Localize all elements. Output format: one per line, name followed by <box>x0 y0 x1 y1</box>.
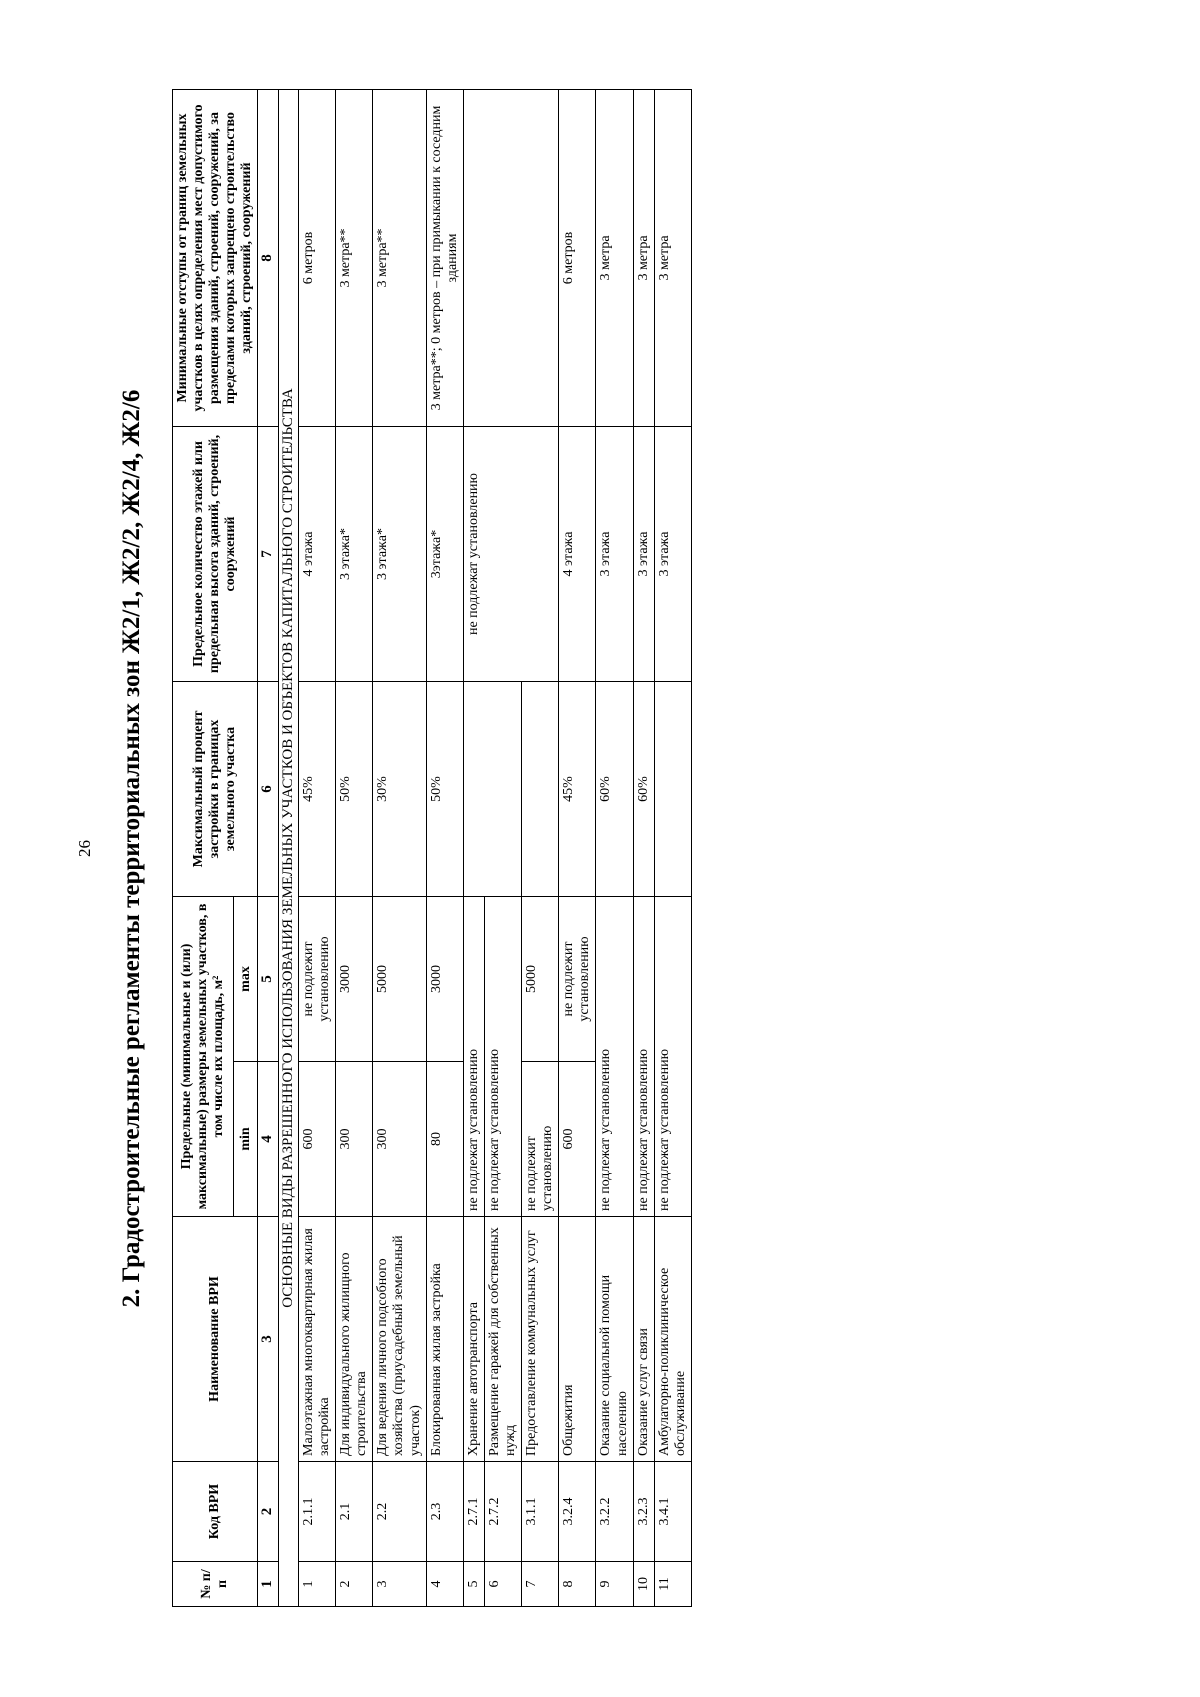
row-name: Малоэтажная многоквартирная жилая застройка <box>298 1217 335 1462</box>
row-percent-empty <box>463 682 521 897</box>
row-percent: 30% <box>373 682 426 897</box>
table-row <box>336 90 373 1607</box>
row-num: 1 <box>298 1562 335 1607</box>
row-code: 3.4.1 <box>654 1462 691 1562</box>
row-code: 2.2 <box>373 1462 426 1562</box>
table-row <box>596 90 633 1607</box>
row-num: 8 <box>559 1562 596 1607</box>
row-code: 3.1.1 <box>522 1462 559 1562</box>
row-max: не подлежит установлению <box>559 897 596 1062</box>
row-percent: 50% <box>336 682 373 897</box>
table-row <box>373 90 426 1607</box>
row-percent-empty <box>522 682 559 897</box>
row-name: Общежития <box>559 1217 596 1462</box>
column-number: 8 <box>258 90 278 427</box>
row-name: Хранение автотранспорта <box>463 1217 484 1462</box>
row-min: не подлежит установлению <box>522 1062 559 1217</box>
row-setback: 3 метра <box>654 90 691 427</box>
row-size-not-set: не подлежат установлению <box>463 897 484 1217</box>
row-percent: 60% <box>633 682 654 897</box>
header-floors: Предельное количество этажей или предельная высота зданий, строений, сооружений <box>173 427 258 682</box>
column-number: 4 <box>258 1062 278 1217</box>
row-num: 2 <box>336 1562 373 1607</box>
table-row <box>559 90 596 1607</box>
table-row <box>633 90 654 1607</box>
row-name: Блокированная жилая застройка <box>426 1217 463 1462</box>
floors-not-set: не подлежат установлению <box>463 427 558 682</box>
row-min: 300 <box>336 1062 373 1217</box>
table-row <box>654 90 691 1607</box>
row-code: 2.1 <box>336 1462 373 1562</box>
header-percent: Максимальный процент застройки в границах земельного участка <box>173 682 258 897</box>
row-num: 5 <box>463 1562 484 1607</box>
row-floors: 4 этажа <box>559 427 596 682</box>
header-setback: Минимальные отступы от границ земельных участков в целях определения мест допустимого размещения зданий, строений, сооружений, за пределами которых запрещено строительство зданий, строений, сооружений <box>173 90 258 427</box>
row-code: 2.3 <box>426 1462 463 1562</box>
column-number: 2 <box>258 1462 278 1562</box>
row-setback: 3 метра**; 0 метров – при примыкании к соседним зданиям <box>426 90 463 427</box>
row-floors: 4 этажа <box>298 427 335 682</box>
row-setback: 3 метра** <box>373 90 426 427</box>
row-name: Размещение гаражей для собственных нужд <box>484 1217 521 1462</box>
row-percent: 45% <box>298 682 335 897</box>
row-code: 3.2.4 <box>559 1462 596 1562</box>
row-code: 2.7.2 <box>484 1462 521 1562</box>
column-number: 3 <box>258 1217 278 1462</box>
row-min: 600 <box>559 1062 596 1217</box>
row-name: Амбулаторно-поликлиническое обслуживание <box>654 1217 691 1462</box>
row-size-not-set: не подлежат установлению <box>596 897 633 1217</box>
row-code: 3.2.2 <box>596 1462 633 1562</box>
page-title: 2. Градостроительные регламенты территориальных зон Ж2/1, Ж2/2, Ж2/4, Ж2/6 <box>118 389 145 1308</box>
row-percent: 60% <box>596 682 633 897</box>
table-row <box>298 90 335 1607</box>
row-size-not-set: не подлежат установлению <box>654 897 691 1217</box>
row-num: 6 <box>484 1562 521 1607</box>
row-floors: 3 этажа <box>633 427 654 682</box>
row-setback-empty <box>463 90 558 427</box>
column-number: 7 <box>258 427 278 682</box>
row-name: Оказание услуг связи <box>633 1217 654 1462</box>
row-min: 600 <box>298 1062 335 1217</box>
row-size-not-set: не подлежат установлению <box>484 897 521 1217</box>
section-row <box>278 90 298 1607</box>
row-code: 2.1.1 <box>298 1462 335 1562</box>
row-max: 3000 <box>426 897 463 1062</box>
table-row <box>426 90 463 1607</box>
column-number: 6 <box>258 682 278 897</box>
header-num: № п/п <box>173 1562 258 1607</box>
row-setback: 3 метра** <box>336 90 373 427</box>
header-code: Код ВРИ <box>173 1462 258 1562</box>
row-floors: 3 этажа <box>654 427 691 682</box>
row-name: Для индивидуального жилищного строительства <box>336 1217 373 1462</box>
table-header-row <box>173 90 234 1607</box>
header-size-group: Предельные (минимальные и (или) максимальные) размеры земельных участков, в том числе их площадь, м² <box>173 897 234 1217</box>
row-setback: 6 метров <box>559 90 596 427</box>
column-number-row <box>258 90 278 1607</box>
row-num: 4 <box>426 1562 463 1607</box>
row-name: Оказание социальной помощи населению <box>596 1217 633 1462</box>
row-setback: 3 метра <box>633 90 654 427</box>
row-setback: 6 метров <box>298 90 335 427</box>
row-size-not-set: не подлежат установлению <box>633 897 654 1217</box>
row-floors: 3этажа* <box>426 427 463 682</box>
section-title: ОСНОВНЫЕ ВИДЫ РАЗРЕШЕННОГО ИСПОЛЬЗОВАНИЯ ЗЕМЕЛЬНЫХ УЧАСТКОВ И ОБЪЕКТОВ КАПИТАЛЬНОГО СТРОИТЕЛЬСТВА <box>278 90 298 1607</box>
row-num: 11 <box>654 1562 691 1607</box>
row-percent-empty <box>654 682 691 897</box>
column-number: 5 <box>258 897 278 1062</box>
row-num: 10 <box>633 1562 654 1607</box>
page-number: 26 <box>75 840 94 857</box>
regulations-table <box>172 89 692 1607</box>
row-code: 3.2.3 <box>633 1462 654 1562</box>
row-percent: 45% <box>559 682 596 897</box>
row-min: 80 <box>426 1062 463 1217</box>
row-num: 3 <box>373 1562 426 1607</box>
row-max: не подлежит установлению <box>298 897 335 1062</box>
row-max: 5000 <box>373 897 426 1062</box>
header-min: min <box>234 1062 258 1217</box>
row-percent: 50% <box>426 682 463 897</box>
header-max: max <box>234 897 258 1062</box>
row-max: 3000 <box>336 897 373 1062</box>
row-max: 5000 <box>522 897 559 1062</box>
row-name: Предоставление коммунальных услуг <box>522 1217 559 1462</box>
header-name: Наименование ВРИ <box>173 1217 258 1462</box>
row-floors: 3 этажа* <box>373 427 426 682</box>
row-num: 9 <box>596 1562 633 1607</box>
row-name: Для ведения личного подсобного хозяйства (приусадебный земельный участок) <box>373 1217 426 1462</box>
row-code: 2.7.1 <box>463 1462 484 1562</box>
row-min: 300 <box>373 1062 426 1217</box>
table-row <box>463 90 484 1607</box>
row-setback: 3 метра <box>596 90 633 427</box>
row-num: 7 <box>522 1562 559 1607</box>
row-floors: 3 этажа* <box>336 427 373 682</box>
column-number: 1 <box>258 1562 278 1607</box>
row-floors: 3 этажа <box>596 427 633 682</box>
